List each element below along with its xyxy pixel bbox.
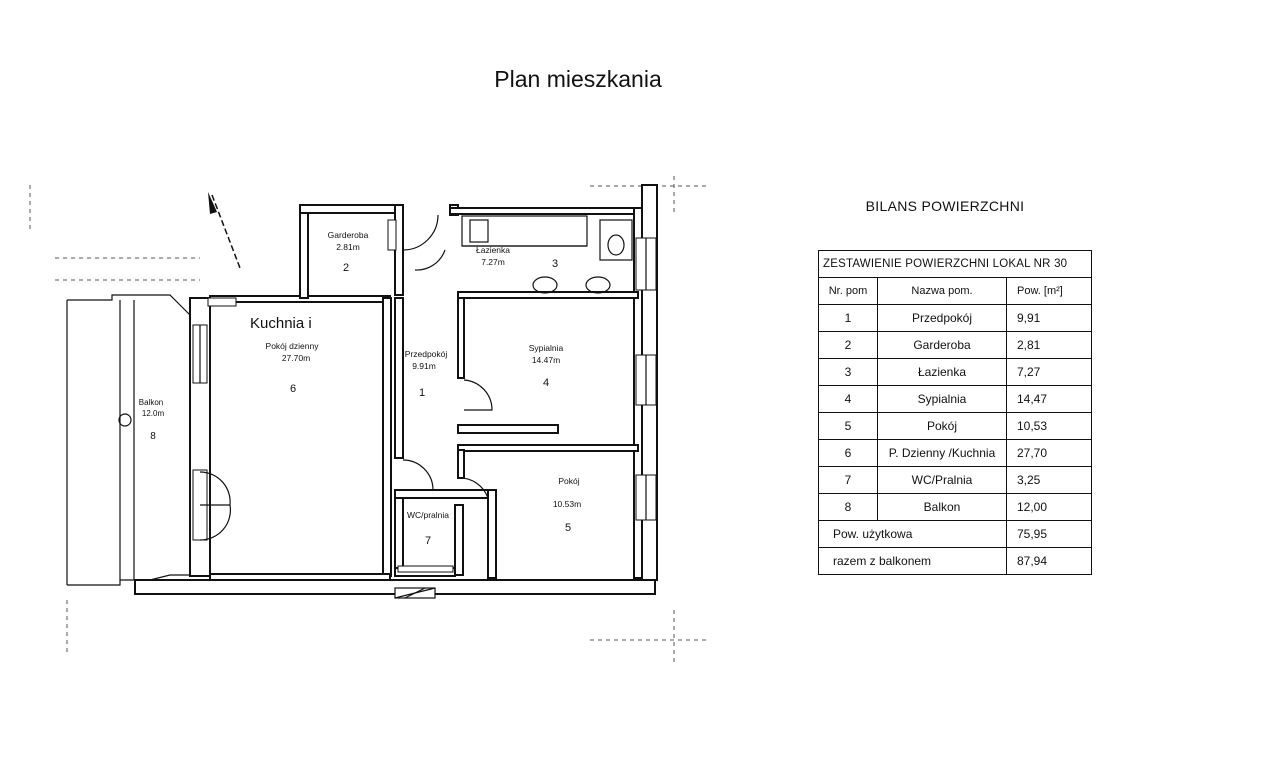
sink-icon — [533, 277, 557, 293]
kitchen-label: Kuchnia i — [250, 315, 312, 332]
row-area: 10,53 — [1007, 413, 1092, 440]
table-row — [819, 332, 1092, 359]
row-nr: 5 — [819, 413, 878, 440]
table-row — [819, 359, 1092, 386]
row-area: 7,27 — [1007, 359, 1092, 386]
row-nr: 8 — [819, 494, 878, 521]
row-name: Balkon — [878, 494, 1007, 521]
row-nr: 2 — [819, 332, 878, 359]
room-area: 12.0m — [141, 409, 165, 418]
room-area: 7.27m — [481, 257, 505, 267]
room-number: 8 — [150, 431, 156, 442]
header-nr: Nr. pom — [819, 278, 878, 305]
row-area: 14,47 — [1007, 386, 1092, 413]
row-name: Pokój — [878, 413, 1007, 440]
usable-area-value: 75,95 — [1007, 521, 1092, 548]
room-name: Garderoba — [327, 230, 369, 240]
row-area: 12,00 — [1007, 494, 1092, 521]
usable-area-label: Pow. użytkowa — [819, 521, 1007, 548]
table-row — [819, 305, 1092, 332]
bilans-title: BILANS POWIERZCHNI — [865, 198, 1025, 214]
table-row — [819, 386, 1092, 413]
row-nr: 6 — [819, 440, 878, 467]
total-area-label: razem z balkonem — [819, 548, 1007, 575]
page-title: Plan mieszkania — [494, 66, 662, 92]
row-nr: 4 — [819, 386, 878, 413]
row-name: Przedpokój — [878, 305, 1007, 332]
room-name: Balkon — [138, 398, 164, 407]
row-name: WC/Pralnia — [878, 467, 1007, 494]
balcony-post-icon — [119, 414, 131, 426]
room-area: 2.81m — [336, 242, 360, 252]
table-row — [819, 494, 1092, 521]
sink-icon — [586, 277, 610, 293]
room-area: 27.70m — [281, 353, 311, 363]
room-name: Pokój dzienny — [265, 341, 319, 351]
row-name: Garderoba — [878, 332, 1007, 359]
room-number: 6 — [289, 383, 297, 395]
room-number: 2 — [342, 262, 350, 274]
room-area: 14.47m — [531, 355, 561, 365]
row-nr: 3 — [819, 359, 878, 386]
row-area: 2,81 — [1007, 332, 1092, 359]
north-arrow-icon — [208, 192, 240, 268]
row-name: Łazienka — [878, 359, 1007, 386]
row-nr: 1 — [819, 305, 878, 332]
header-name: Nazwa pom. — [878, 278, 1007, 305]
room-number: 7 — [424, 535, 432, 547]
room-number: 4 — [542, 377, 550, 389]
room-area: 9.91m — [412, 361, 436, 371]
room-name: Pokój — [558, 476, 580, 486]
balcony-area — [67, 295, 190, 585]
room-area: 10.53m — [552, 499, 582, 509]
usable-area-row — [819, 521, 1092, 548]
row-area: 27,70 — [1007, 440, 1092, 467]
room-name: WC/pralnia — [406, 510, 450, 520]
room-number: 1 — [418, 387, 426, 399]
table-row — [819, 440, 1092, 467]
room-number: 3 — [551, 258, 559, 270]
table-row — [819, 413, 1092, 440]
row-area: 3,25 — [1007, 467, 1092, 494]
room-name: Przedpokój — [404, 349, 448, 359]
header-area: Pow. [m²] — [1007, 278, 1092, 305]
total-area-row — [819, 548, 1092, 575]
room-name: Łazienka — [475, 245, 511, 255]
table-caption: ZESTAWIENIE POWIERZCHNI LOKAL NR 30 — [819, 251, 1092, 278]
row-area: 9,91 — [1007, 305, 1092, 332]
table-row — [819, 467, 1092, 494]
row-name: Sypialnia — [878, 386, 1007, 413]
row-name: P. Dzienny /Kuchnia — [878, 440, 1007, 467]
room-number: 5 — [564, 522, 572, 534]
row-nr: 7 — [819, 467, 878, 494]
area-table — [818, 250, 1092, 575]
toilet-icon — [608, 235, 624, 255]
room-name: Sypialnia — [528, 343, 564, 353]
total-area-value: 87,94 — [1007, 548, 1092, 575]
